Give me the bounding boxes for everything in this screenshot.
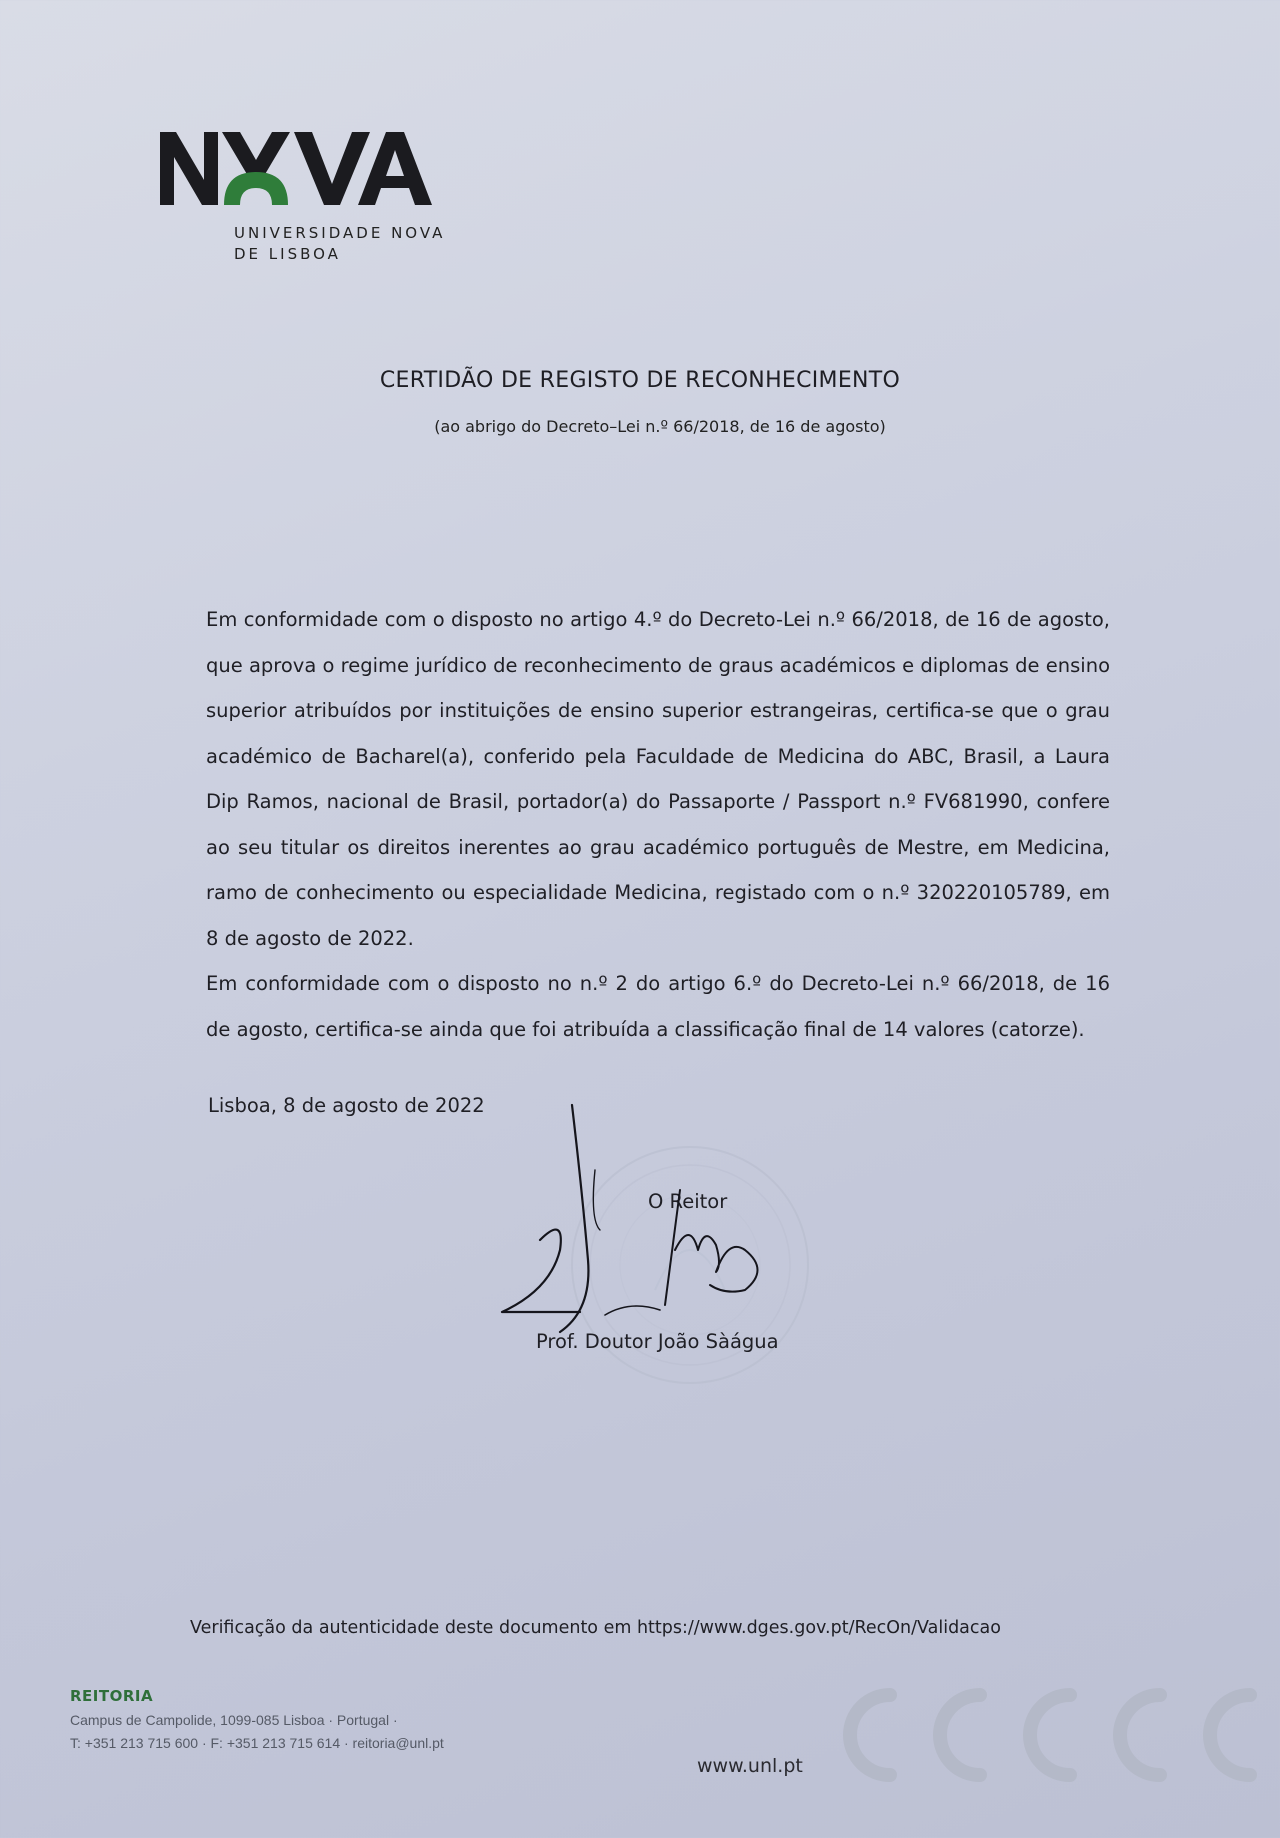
nova-logo: [160, 128, 460, 268]
handwritten-signature: [490, 1100, 780, 1350]
footer-title: REITORIA: [70, 1687, 154, 1705]
footer-website: www.unl.pt: [697, 1755, 803, 1777]
footer-address: Campus de Campolide, 1099-085 Lisboa · Portugal ·: [70, 1712, 398, 1728]
footer-decorative-arcs: [830, 1680, 1280, 1790]
document-subtitle: (ao abrigo do Decreto–Lei n.º 66/2018, de 16 de agosto): [434, 417, 886, 436]
logo-subtitle: [234, 223, 474, 265]
verification-note: Verificação da autenticidade deste documento em https://www.dges.gov.pt/RecOn/Validacao: [190, 1618, 1001, 1638]
body-paragraph-1: Em conformidade com o disposto no artigo 4.º do Decreto-Lei n.º 66/2018, de 16 de agosto, que aprova o regime jurídico de reconhecimento de graus académicos e diplomas de ensino superior atribuídos por instituições de ensino superior estrangeiras, certifica-se que o grau académico de Bacharel(a), conferido pela Faculdade de Medicina do ABC, Brasil, a Laura Dip Ramos, nacional de Brasil, portador(a) do Passaporte / Passport n.º FV681990, confere ao seu titular os direitos inerentes ao grau académico português de Mestre, em Medicina, ramo de conhecimento ou especialidade Medicina, registado com o n.º 320220105789, em 8 de agosto de 2022.: [206, 608, 1110, 950]
body-paragraph-2: Em conformidade com o disposto no n.º 2 do artigo 6.º do Decreto-Lei n.º 66/2018, de 16 de agosto, certifica-se ainda que foi atribuída a classificação final de 14 valores (catorze).: [206, 972, 1110, 1041]
signer-name: Prof. Doutor João Sàágua: [536, 1330, 779, 1353]
logo-subtitle-line1: UNIVERSIDADE NOVA: [234, 224, 446, 242]
signer-role: O Reitor: [648, 1190, 728, 1213]
certificate-body: [206, 597, 1110, 1052]
document-title: CERTIDÃO DE REGISTO DE RECONHECIMENTO: [379, 368, 901, 393]
place-date: Lisboa, 8 de agosto de 2022: [208, 1094, 485, 1117]
footer-contacts: T: +351 213 715 600 · F: +351 213 715 614 · reitoria@unl.pt: [70, 1735, 444, 1751]
nova-logo-wordmark: [160, 128, 460, 208]
logo-subtitle-line2: DE LISBOA: [234, 245, 341, 263]
